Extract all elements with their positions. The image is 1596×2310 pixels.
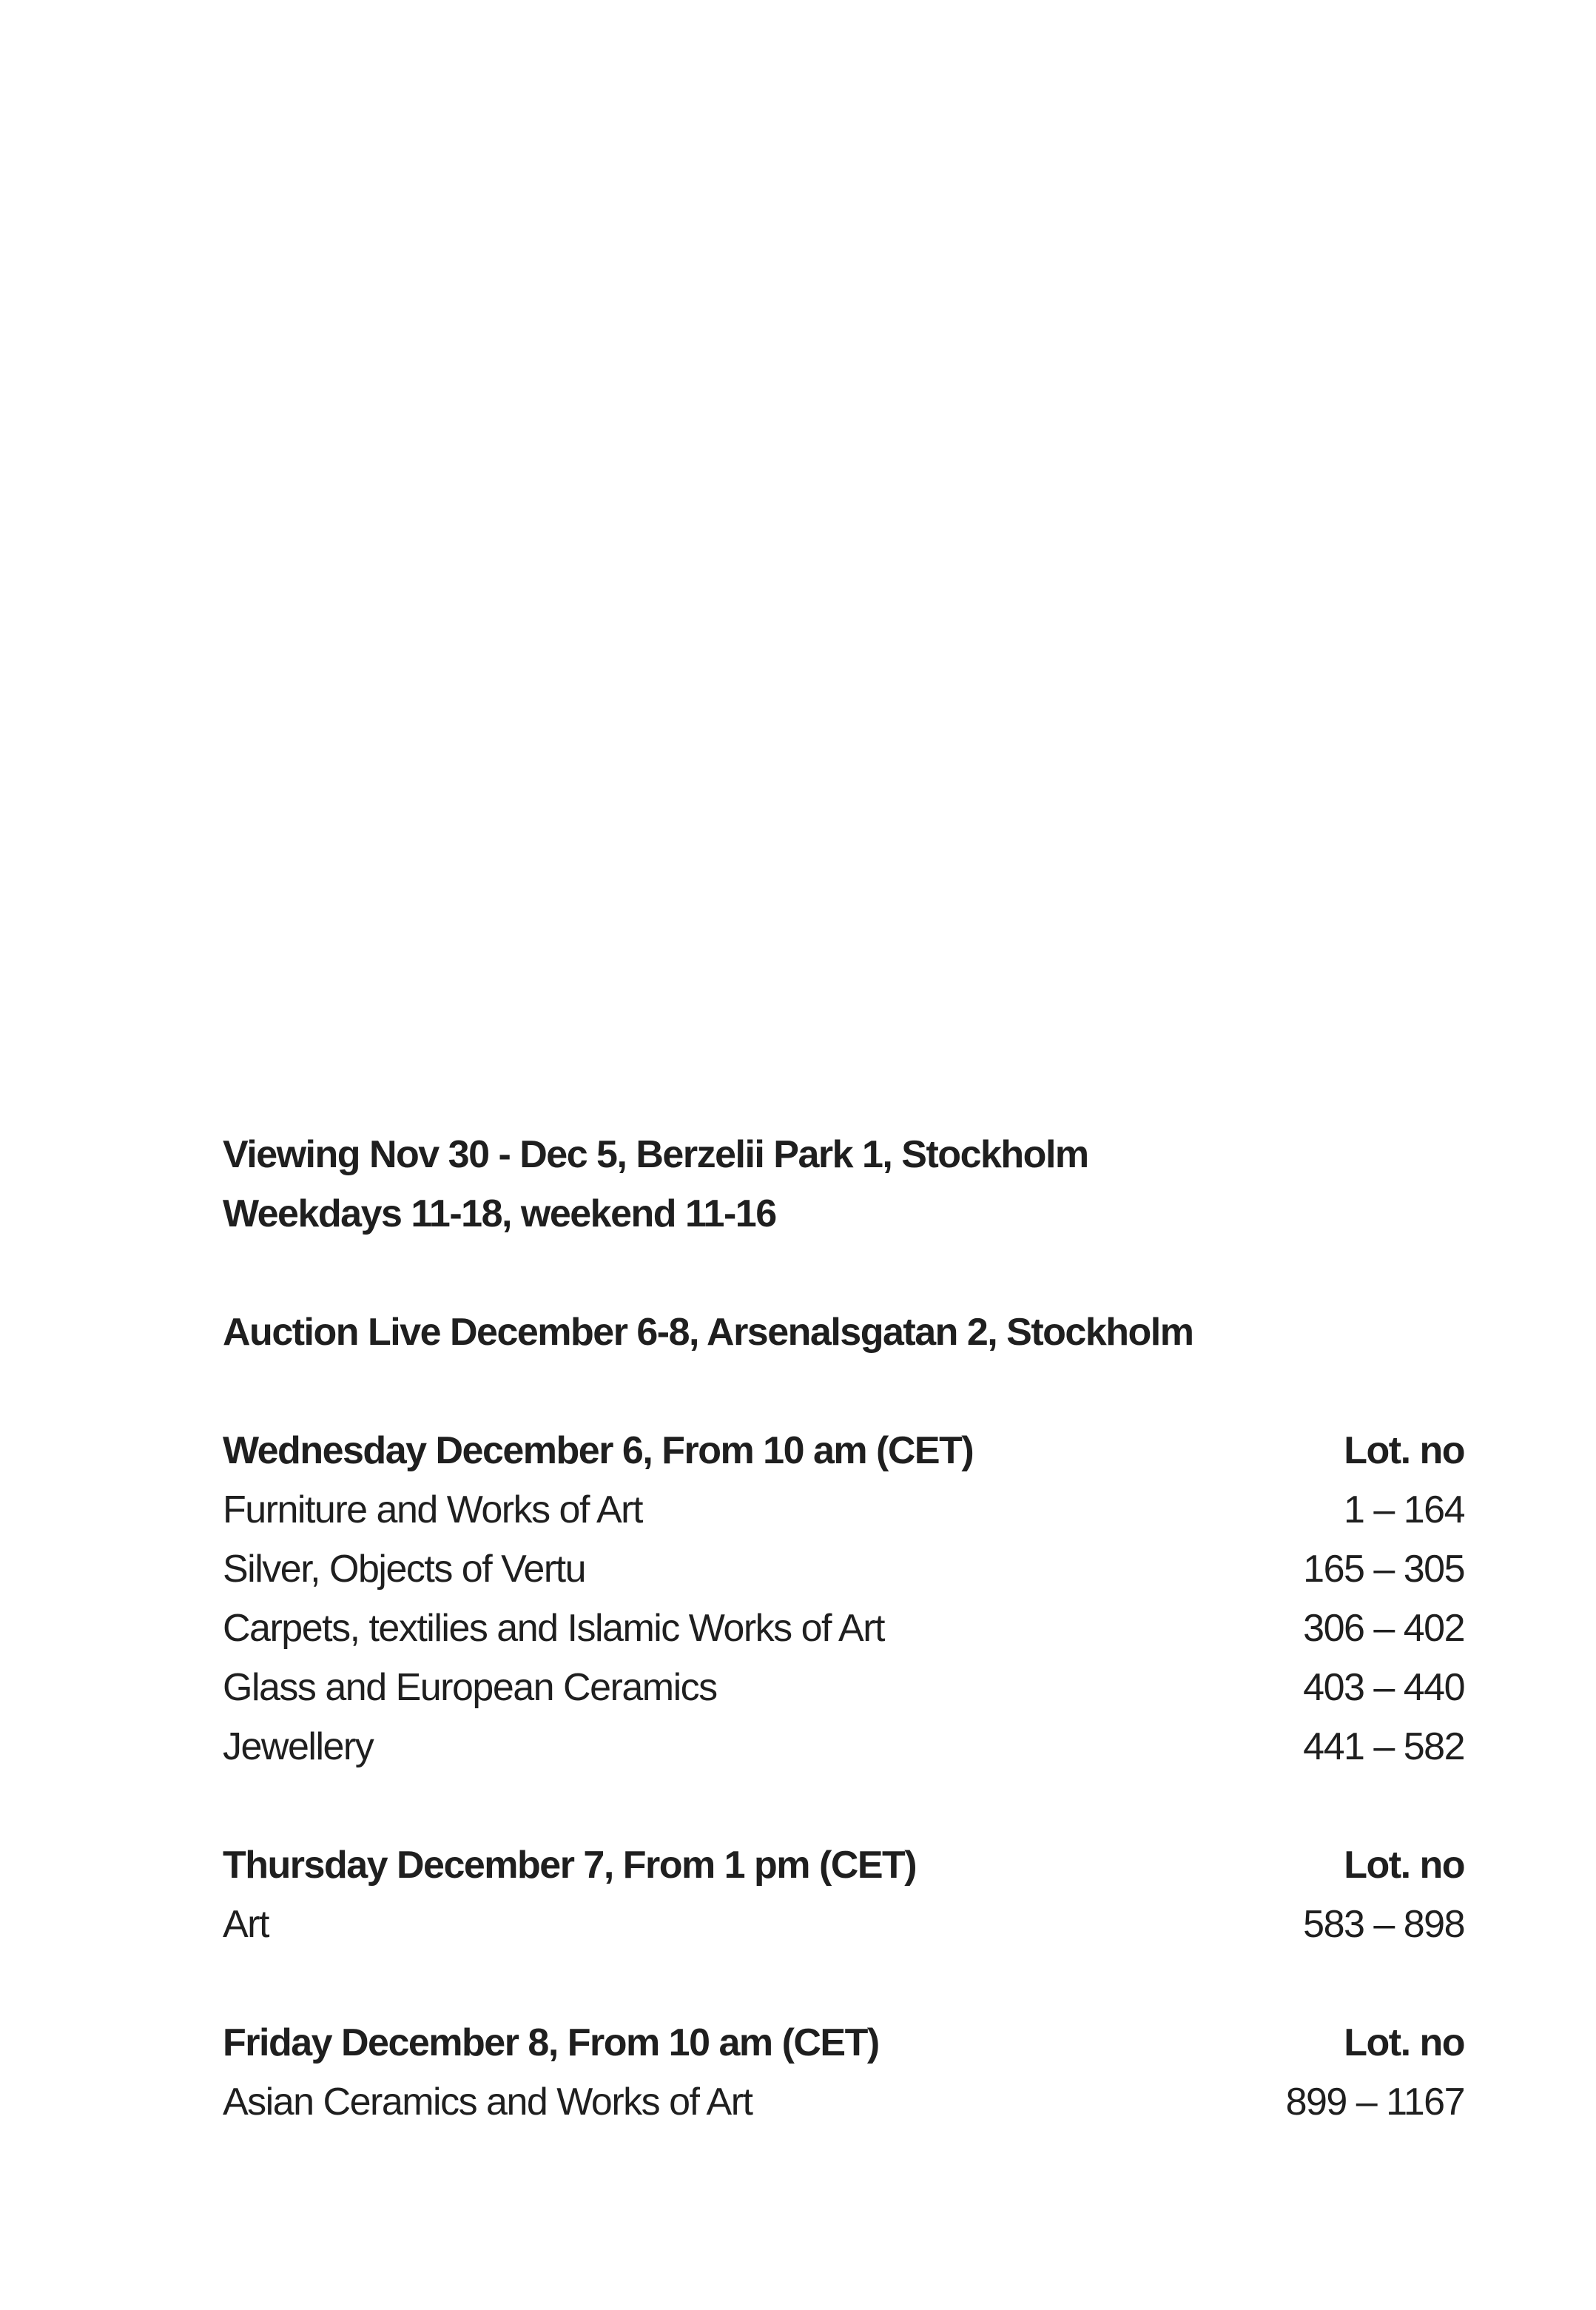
lot-range: 583 – 898 <box>1303 1903 1464 1946</box>
category-name: Jewellery <box>223 1725 374 1768</box>
spacer <box>223 1243 1464 1303</box>
session-title: Wednesday December 6, From 10 am (CET) <box>223 1429 974 1472</box>
category-name: Glass and European Ceramics <box>223 1666 717 1709</box>
session-title: Friday December 8, From 10 am (CET) <box>223 2021 879 2064</box>
auction-info: Auction Live December 6-8, Arsenalsgatan 2, Stockholm <box>223 1311 1193 1354</box>
category-name: Furniture and Works of Art <box>223 1488 642 1531</box>
category-name: Art <box>223 1903 269 1946</box>
category-name: Asian Ceramics and Works of Art <box>223 2081 752 2123</box>
category-name: Silver, Objects of Vertu <box>223 1548 586 1591</box>
lot-range: 403 – 440 <box>1303 1666 1464 1709</box>
auction-schedule <box>223 1125 1464 2132</box>
lot-range: 1 – 164 <box>1344 1488 1464 1531</box>
lot-row <box>223 1717 1464 1776</box>
session-header-wednesday <box>223 1421 1464 1480</box>
lot-label: Lot. no <box>1344 2021 1464 2064</box>
lot-row <box>223 1599 1464 1658</box>
lot-range: 441 – 582 <box>1303 1725 1464 1768</box>
lot-row <box>223 1658 1464 1717</box>
lot-range: 306 – 402 <box>1303 1607 1464 1650</box>
spacer <box>223 1776 1464 1836</box>
lot-row <box>223 2072 1464 2132</box>
session-header-thursday <box>223 1836 1464 1895</box>
viewing-hours: Weekdays 11-18, weekend 11-16 <box>223 1192 776 1235</box>
lot-row <box>223 1480 1464 1540</box>
category-name: Carpets, textilies and Islamic Works of Art <box>223 1607 884 1650</box>
lot-row <box>223 1895 1464 1954</box>
viewing-info: Viewing Nov 30 - Dec 5, Berzelii Park 1, Stockholm <box>223 1133 1088 1176</box>
lot-range: 899 – 1167 <box>1285 2081 1464 2123</box>
spacer <box>223 1954 1464 2013</box>
lot-row <box>223 1540 1464 1599</box>
lot-range: 165 – 305 <box>1303 1548 1464 1591</box>
session-title: Thursday December 7, From 1 pm (CET) <box>223 1844 917 1887</box>
session-header-friday <box>223 2013 1464 2072</box>
lot-label: Lot. no <box>1344 1844 1464 1887</box>
lot-label: Lot. no <box>1344 1429 1464 1472</box>
spacer <box>223 1362 1464 1421</box>
